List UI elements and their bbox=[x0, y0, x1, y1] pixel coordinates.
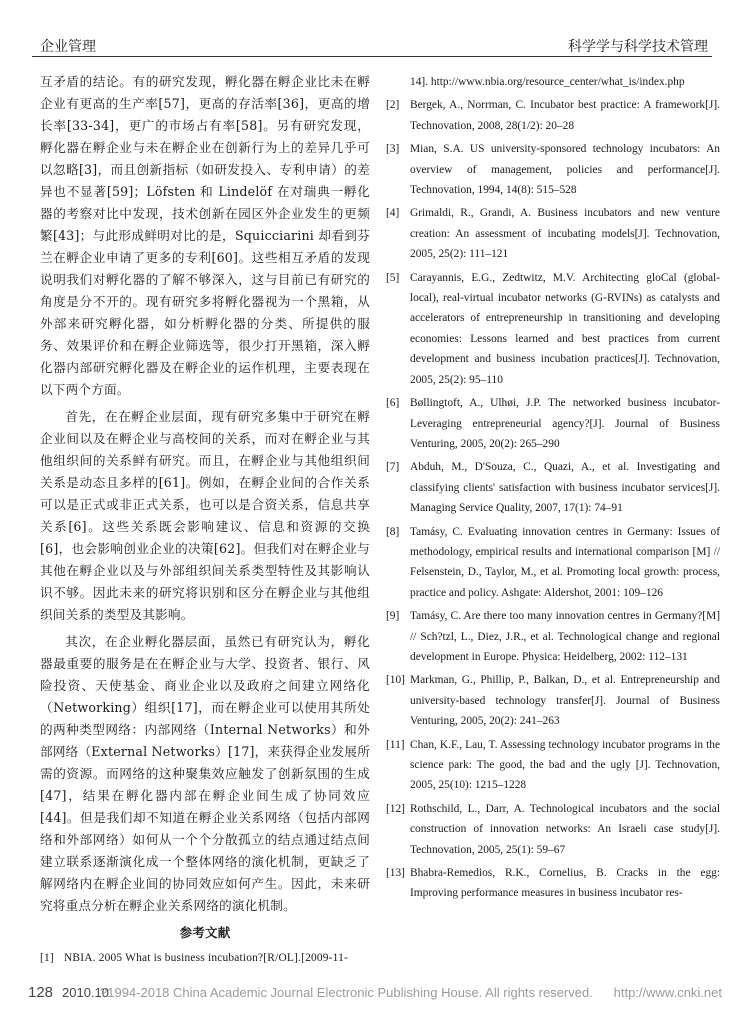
reference-continuation bbox=[386, 72, 720, 92]
reference-item bbox=[386, 799, 720, 860]
reference-number: [12] bbox=[386, 802, 405, 815]
reference-text: NBIA. 2005 What is business incubation?[R/OL].[2009-11- bbox=[64, 952, 349, 964]
reference-text: Grimaldi, R., Grandi, A. Business incubators and new venture creation: An assessment of incubating models[J]. Technovation, 2005, 25(2): 111–121 bbox=[410, 207, 720, 261]
references-heading: 参考文献 bbox=[179, 925, 231, 940]
reference-number: [10] bbox=[386, 674, 405, 687]
reference-text: Mian, S.A. US university-sponsored technology incubators: An overview of management, policies and performance[J]. Technovation, 1994, 14(8): 515–528 bbox=[410, 143, 720, 197]
reference-item bbox=[386, 457, 720, 518]
reference-number: [7] bbox=[386, 461, 400, 474]
reference-item bbox=[386, 203, 720, 264]
page-footer bbox=[0, 984, 750, 1004]
copyright-watermark: ?1994-2018 China Academic Journal Electronic Publishing House. All rights reserved. bbox=[100, 985, 593, 1000]
reference-number: [5] bbox=[386, 271, 400, 284]
reference-number: [6] bbox=[386, 397, 400, 410]
running-header bbox=[32, 34, 712, 57]
right-column bbox=[386, 72, 720, 907]
reference-item bbox=[386, 522, 720, 604]
header-section-name: 企业管理 bbox=[40, 39, 96, 55]
reference-item bbox=[386, 393, 720, 454]
reference-number: [4] bbox=[386, 207, 400, 220]
body-paragraph: 其次，在企业孵化器层面，虽然已有研究认为，孵化器最重要的服务是在在孵企业与大学、投资者、银行、风险投资、天使基金、商业企业以及政府之间建立网络化（Networking）组织[17]，而在孵企业可以使用其所处的两种类型网络：内部网络（Internal Networks）和外部网络（External Networks）[17]，来获得企业发展所需的资源。而网络的这种聚集效应触发了创新氛围的生成[47]，结果在孵化器内部在孵企业间生成了协同效应[44]。但是我们却不知道在孵企业关系网络（包括内部网络和外部网络）如何从一个个分散孤立的结点通过结点间建立联系逐渐演化成一个整体网络的演化机制，更缺乏了解网络内在孵企业间的协同效应如何产生。因此，未来研究将重点分析在孵企业关系网络的演化机制。 bbox=[40, 634, 370, 913]
reference-item bbox=[386, 606, 720, 667]
page-number: 128 bbox=[28, 984, 54, 1001]
reference-number: [3] bbox=[386, 143, 400, 156]
reference-item bbox=[386, 670, 720, 731]
reference-text: Abduh, M., D'Souza, C., Quazi, A., et al. Investigating and classifying clients' satisfaction with business incubator services[J]. Managing Service Quality, 2007, 17(1): 74–91 bbox=[410, 461, 720, 515]
reference-item bbox=[386, 268, 720, 390]
reference-item bbox=[386, 863, 720, 904]
reference-item bbox=[40, 948, 370, 968]
reference-text: Chan, K.F., Lau, T. Assessing technology incubator programs in the science park: The good, the bad and the ugly [J]. Technovation, 2005, 25(10): 1215–1228 bbox=[410, 738, 720, 792]
reference-text: Bøllingtoft, A., Ulhøi, J.P. The networked business incubator-Leveraging entrepreneurial agency?[J]. Journal of Business Venturing, 2005, 20(2): 265–290 bbox=[410, 397, 720, 450]
reference-item bbox=[386, 95, 720, 136]
reference-text: Tamásy, C. Evaluating innovation centres in Germany: Issues of methodology, empirical results and international comparison [M] // Felsenstein, D., Taylor, M., et al. Promoting local growth: process, practice and policy. Ashgate: Aldershot, 2001: 109–126 bbox=[410, 525, 720, 599]
body-paragraph: 首先，在在孵企业层面，现有研究多集中于研究在孵企业间以及在孵企业与高校间的关系，而对在孵企业与其他组织间的关系鲜有研究。而且，在孵企业与其他组织间关系是动态且多样的[61]。例如，在孵企业间的合作关系可以是正式或非正式关系，也可以是合资关系，信息共享关系[6]。这些关系既会影响建议、信息和资源的交换[6]，也会影响创业企业的决策[62]。但我们对在孵企业与其他在孵企业以及与外部组织间关系类型特性及其影响认识不够。因此未来的研究将识别和区分在孵企业与其他组织间关系的类型及其影响。 bbox=[40, 409, 370, 622]
reference-number: [1] bbox=[40, 952, 54, 964]
reference-text: Bhabra-Remedios, R.K., Cornelius, B. Cracks in the egg: Improving performance measures in business incubator res- bbox=[410, 867, 720, 900]
reference-number: [8] bbox=[386, 525, 400, 538]
reference-number: [13] bbox=[386, 867, 405, 880]
body-paragraph: 互矛盾的结论。有的研究发现，孵化器在孵企业比未在孵企业有更高的生产率[57]，更高的存活率[36]，更高的增长率[33-34]，更广的市场占有率[58]。另有研究发现，孵化器在孵企业与未在孵企业在创新行为上的差异几乎可以忽略[3]，而且创新指标（如研发投入、专利申请）的差异也不显著[59]；Löfsten 和 Lindelöf 在对瑞典一孵化器的考察对比中发现，技术创新在园区外企业发生的更频繁[43]；与此形成鲜明对比的是，Squicciarini 却看到芬兰在孵企业申请了更多的专利[60]。这些相互矛盾的发现说明我们对孵化器的了解不够深入，这与目前已有研究的角度是分不开的。现有研究多将孵化器视为一个黑箱，从外部来研究孵化器，如分析孵化器的分类、所提供的服务、效果评价和在孵企业筛选等，很少打开黑箱，深入孵化器内部研究孵化器及在孵企业的运作机理，主要表现在以下两个方面。 bbox=[40, 74, 370, 397]
reference-number: [9] bbox=[386, 610, 400, 623]
reference-text: Rothschild, L., Darr, A. Technological incubators and the social construction of innovation networks: An Israeli case study[J]. Technovation, 2005, 25(1): 59–67 bbox=[410, 802, 720, 856]
reference-text: Bergek, A., Norrman, C. Incubator best practice: A framework[J]. Technovation, 2008, 28(1/2): 20–28 bbox=[410, 99, 720, 132]
reference-item bbox=[386, 735, 720, 796]
reference-text: Carayannis, E.G., Zedtwitz, M.V. Architecting gloCal (global-local), real-virtual incubator networks (G-RVINs) as catalysts and accelerators of entrepreneurship in transitioning and developing economies: Lessons learned and best practices from current development and business incubation practices[J]. Technovation, 2005, 25(2): 95–110 bbox=[410, 271, 720, 386]
reference-text: Markman, G., Phillip, P., Balkan, D., et al. Entrepreneurship and university-based technology transfer[J]. Journal of Business Venturing, 2005, 20(2): 241–263 bbox=[410, 674, 720, 728]
reference-text: 14]. http://www.nbia.org/resource_center/what_is/index.php bbox=[410, 76, 685, 88]
reference-number: [2] bbox=[386, 99, 400, 112]
header-journal-name: 科学学与科学技术管理 bbox=[568, 39, 708, 55]
reference-item bbox=[386, 139, 720, 200]
left-column bbox=[40, 71, 370, 971]
reference-text: Tamásy, C. Are there too many innovation centres in Germany?[M] // Sch?tzl, L., Diez, J.R., et al. Technological change and regional development in Europe. Physica: Heidelberg, 2002: 112–131 bbox=[410, 610, 720, 663]
reference-number: [11] bbox=[386, 738, 405, 751]
issue-date: 2010.10 bbox=[62, 985, 109, 1000]
site-watermark: http://www.cnki.net bbox=[613, 985, 722, 1000]
